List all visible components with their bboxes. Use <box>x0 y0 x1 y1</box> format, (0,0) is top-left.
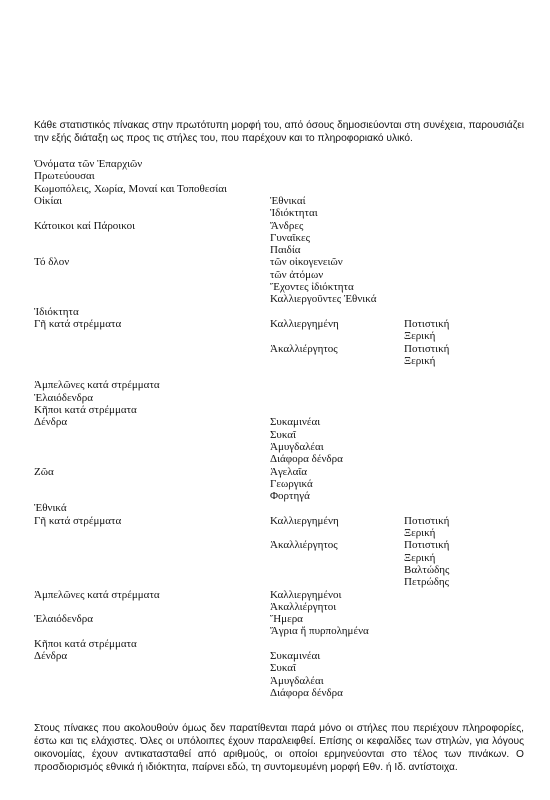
column-heading-level-1: Δένδρα <box>34 650 68 662</box>
column-heading-level-3: Ποτιστική <box>404 514 450 527</box>
column-heading-level-2: Ἄνδρες <box>270 219 304 232</box>
column-heading-level-1: Ἐθνικά <box>34 502 67 515</box>
column-heading-level-2: τῶν ἀτόμων <box>270 268 324 281</box>
column-heading-level-2: Διάφορα δένδρα <box>270 686 343 699</box>
column-heading-level-1: Γῆ κατά στρέμματα <box>34 514 122 527</box>
column-heading-level-1: Γῆ κατά στρέμματα <box>34 317 122 330</box>
column-heading-level-1: Ἰδιόκτητα <box>34 305 79 318</box>
intro-paragraph: Κάθε στατιστικός πίνακας στην πρωτότυπη μορφή του, από όσους δημοσιεύονται στη συνέχεια, παρουσιάζει την εξής διάταξη ως προς τις στήλες του, που παρέχουν και το πληροφοριακό υλικό. <box>34 120 524 145</box>
column-heading-level-1: Κωμοπόλεις, Χωρία, Μοναί και Τοποθεσίαι <box>34 182 227 195</box>
column-heading-level-2: Διάφορα δένδρα <box>270 453 343 466</box>
column-heading-level-2: Καλλιεργημένοι <box>270 588 342 601</box>
column-heading-level-2: Ἀμυγδαλέαι <box>270 674 324 687</box>
column-heading-level-1: Κάτοικοι καί Πάροικοι <box>34 219 136 232</box>
column-heading-level-2: Ἐθνικαί <box>270 194 306 207</box>
column-heading-level-1: Ἐλαιόδενδρα <box>34 613 93 626</box>
column-heading-level-2: Συκαῖ <box>270 662 297 675</box>
column-heading-level-1: Ἀμπελῶνες κατά στρέμματα <box>34 588 160 601</box>
column-heading-level-2: Ἀκαλλιέργητοι <box>270 600 337 613</box>
column-heading-level-3: Βαλτώδης <box>404 563 450 576</box>
column-heading-level-2: Ἀκαλλιέργητος <box>270 539 338 552</box>
column-heading-level-2: τῶν οἰκογενειῶν <box>270 256 343 269</box>
column-heading-level-1: Κῆποι κατά στρέμματα <box>34 637 137 650</box>
column-heading-level-1: Τό δλον <box>34 256 70 269</box>
column-heading-level-3: Ξερική <box>404 354 436 367</box>
column-heading-level-2: Ἀκαλλιέργητος <box>270 342 338 355</box>
column-heading-level-3: Ξερική <box>404 551 436 564</box>
column-heading-level-2: Ἄγρια ἤ πυρπολημένα <box>270 625 369 638</box>
column-heading-level-3: Ποτιστική <box>404 539 450 552</box>
column-heading-level-2: Γεωργικά <box>270 477 313 490</box>
column-heading-level-2: Ἀμυγδαλέαι <box>270 440 324 453</box>
column-heading-level-2: Ἔχοντες ἰδιόκτητα <box>270 281 354 293</box>
column-heading-level-3: Ποτιστική <box>404 317 450 330</box>
column-heading-level-1: Ζῶα <box>34 465 54 478</box>
column-heading-level-2: Συκαμινέαι <box>270 650 321 662</box>
column-heading-level-1: Οἰκίαι <box>34 194 63 207</box>
column-heading-level-2: Καλλιεργημένη <box>270 317 339 330</box>
column-heading-level-2: Συκαῖ <box>270 428 297 441</box>
column-heading-level-3: Ποτιστική <box>404 342 450 355</box>
column-heading-level-1: Δένδρα <box>34 416 68 429</box>
column-heading-level-2: Γυναῖκες <box>270 231 311 244</box>
closing-paragraph: Στους πίνακες που ακολουθούν όμως δεν παρατίθενται παρά μόνο οι στήλες που περιέχουν πληροφορίες, έστω και τις ελάχιστες. Όλες οι υπόλοιπες έχουν παραλειφθεί. Επίσης οι κεφαλίδες των στηλών, για λόγους οικονομίας, έχουν αντικατασταθεί από αριθμούς, οι οποίοι ερμηνεύονται στο τέλος των πινάκων. Ο προσδιορισμός εθνικά ή ιδιόκτητα, παίρνει εδώ, τη συντομευμένη μορφή Εθν. ή Ιδ. αντίστοιχα. <box>34 723 524 774</box>
column-heading-level-1: Κῆποι κατά στρέμματα <box>34 404 137 416</box>
column-heading-level-1: Πρωτεύουσαι <box>34 170 95 183</box>
column-heading-level-2: Ἥμερα <box>270 613 303 626</box>
column-heading-level-3: Ξερική <box>404 330 436 343</box>
column-heading-level-1: Ἐλαιόδενδρα <box>34 391 93 404</box>
column-heading-level-1: Ὀνόματα τῶν Ἐπαρχιῶν <box>34 158 143 170</box>
column-heading-level-2: Συκαμινέαι <box>270 416 321 429</box>
column-heading-level-3: Πετρώδης <box>404 576 450 589</box>
column-heading-level-2: Φορτηγά <box>270 490 310 503</box>
column-heading-level-2: Καλλιεργοῦντες Ἐθνικά <box>270 293 377 306</box>
column-heading-level-2: Παιδία <box>270 244 301 257</box>
column-heading-level-2: Ἀγελαῖα <box>270 465 308 478</box>
column-heading-level-3: Ξερική <box>404 527 436 539</box>
column-heading-level-1: Ἀμπελῶνες κατά στρέμματα <box>34 379 160 392</box>
column-heading-level-2: Ἰδιόκτηται <box>270 207 318 220</box>
column-heading-level-2: Καλλιεργημένη <box>270 514 339 527</box>
